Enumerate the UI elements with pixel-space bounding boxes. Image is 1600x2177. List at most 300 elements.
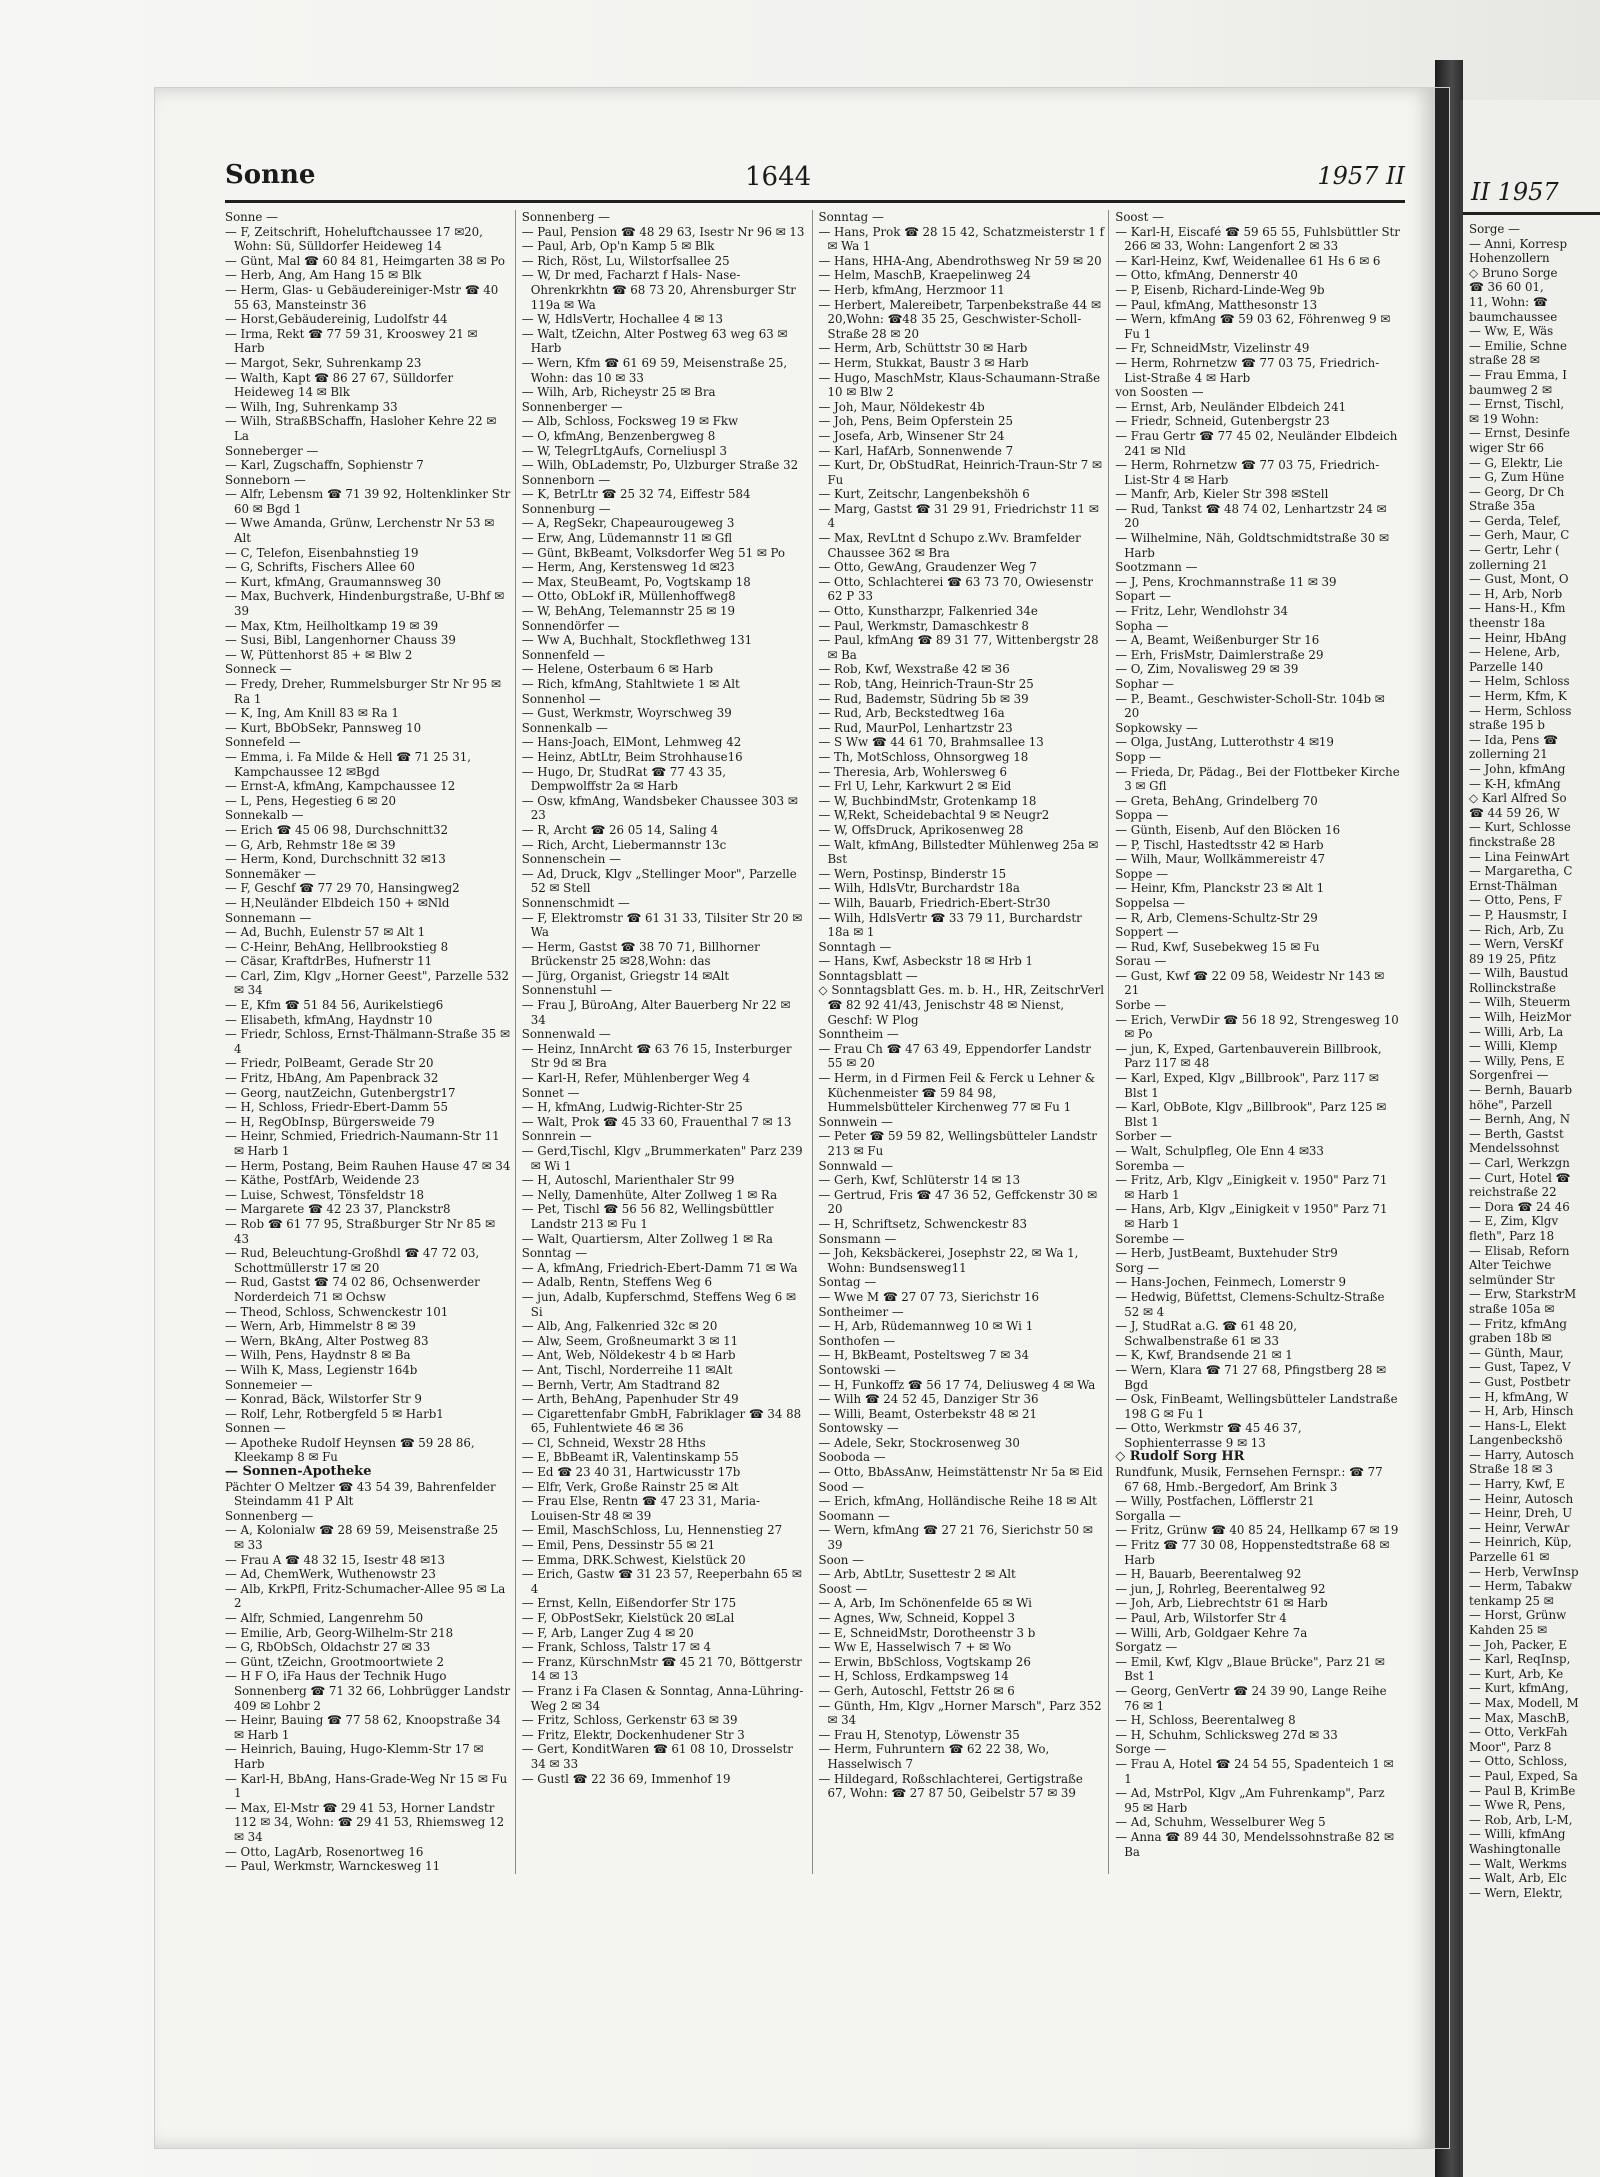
surname-heading: Sontag — xyxy=(818,1275,877,1290)
adjacent-entry: — Walt, Arb, Elc xyxy=(1469,1871,1567,1886)
directory-entry: — G, RbObSch, Oldachstr 27 ✉ 33 xyxy=(225,1640,431,1655)
surname-heading: Soremba — xyxy=(1115,1158,1185,1173)
surname-heading: Sonntagsblatt — xyxy=(818,968,918,983)
directory-entry: — Otto, Kunstharzpr, Falkenried 34e xyxy=(818,604,1038,619)
directory-entry: — Herm, Glas- u Gebäudereiniger-Mstr ☎ 40 55 63, Mansteinstr 36 xyxy=(225,282,499,312)
surname-heading: Sorge — xyxy=(1115,1742,1167,1757)
directory-entry: — Apotheke Rudolf Heynsen ☎ 59 28 86, Kleekamp 8 ✉ Fu xyxy=(225,1435,475,1465)
directory-entry: — Max, SteuBeamt, Po, Vogtskamp 18 xyxy=(521,574,751,589)
directory-entry: — Wilh, ObLademstr, Po, Ulzburger Straße 32 xyxy=(521,458,799,473)
adjacent-entry: — Ida, Pens ☎ xyxy=(1469,732,1558,747)
directory-entry: — Adele, Sekr, Stockrosenweg 30 xyxy=(818,1435,1020,1450)
adjacent-entry: — John, kfmAng xyxy=(1469,761,1566,776)
directory-entry: — Joh, Keksbäckerei, Josephstr 22, ✉ Wa 1, Wohn: Bundsensweg11 xyxy=(818,1246,1079,1275)
directory-entry: — G, Schrifts, Fischers Allee 60 xyxy=(225,560,415,575)
directory-entry: — Rob ☎ 61 77 95, Straßburger Str Nr 85 ✉ 43 xyxy=(225,1216,495,1246)
surname-heading: Sonnenfeld — xyxy=(521,647,605,662)
adjacent-entry: — Lina FeinwArt xyxy=(1469,849,1570,864)
directory-entry: — Willy, Postfachen, Löfflerstr 21 xyxy=(1115,1494,1315,1509)
adjacent-entry: — G, Zum Hüne xyxy=(1469,470,1565,485)
directory-entry: — Ad, ChemWerk, Wuthenowstr 23 xyxy=(225,1567,436,1582)
directory-entry: — Irma, Rekt ☎ 77 59 31, Krooswey 21 ✉ Harb xyxy=(225,326,478,356)
surname-heading: Sooboda — xyxy=(818,1450,886,1465)
directory-entry: — Ad, Druck, Klgv „Stellinger Moor", Parzelle 52 ✉ Stell xyxy=(521,866,797,896)
adjacent-entry: Washingtonalle xyxy=(1469,1841,1561,1856)
directory-entry: — Erich, VerwDir ☎ 56 18 92, Strengesweg 10 ✉ Po xyxy=(1115,1012,1399,1042)
directory-entry: — Max, Buchverk, Hindenburgstraße, U-Bhf ✉ 39 xyxy=(225,589,505,619)
directory-entry: — E, Kfm ☎ 51 84 56, Aurikelstieg6 xyxy=(225,998,444,1013)
adjacent-entry: straße 28 ✉ xyxy=(1469,353,1540,368)
adjacent-entry: — Wern, Elektr, xyxy=(1469,1885,1563,1900)
surname-heading: Sorgalla — xyxy=(1115,1508,1181,1523)
directory-page xyxy=(155,88,1449,2148)
directory-entry: — Karl, Zugschaffn, Sophienstr 7 xyxy=(225,458,424,473)
directory-entry: — Hugo, Dr, StudRat ☎ 77 43 35, Dempwolffstr 2a ✉ Harb xyxy=(521,764,727,794)
adjacent-entry: — Willi, Klemp xyxy=(1469,1039,1558,1054)
directory-entry: — H, Funkoffz ☎ 56 17 74, Deliusweg 4 ✉ Wa xyxy=(818,1377,1096,1392)
adjacent-entry: straße 105a ✉ xyxy=(1469,1301,1555,1316)
adjacent-entry: ◇ Bruno Sorge xyxy=(1469,265,1558,280)
directory-entry: — A, Beamt, Weißenburger Str 16 xyxy=(1115,633,1320,648)
directory-entry: — Ant, Tischl, Norderreihe 11 ✉Alt xyxy=(521,1362,733,1377)
surname-heading: Sonsmann — xyxy=(818,1231,897,1246)
surname-heading: Sophar — xyxy=(1115,677,1174,691)
directory-entry: — H, Schriftsetz, Schwenckestr 83 xyxy=(818,1216,1028,1231)
adjacent-entry: — Günth, Maur, xyxy=(1469,1345,1564,1360)
adjacent-entry: — Max, MaschB, xyxy=(1469,1710,1570,1725)
adjacent-entry: — Rob, Arb, L-M, xyxy=(1469,1812,1573,1827)
adjacent-entry: — Karl, ReqInsp, xyxy=(1469,1652,1571,1667)
directory-entry: — Marg, Gastst ☎ 31 29 91, Friedrichstr 11 ✉ 4 xyxy=(818,501,1099,531)
surname-heading: Sorber — xyxy=(1115,1129,1172,1144)
directory-entry: — Frl U, Lehr, Karkwurt 2 ✉ Eid xyxy=(818,779,1012,794)
directory-entry: — Otto, LagArb, Rosenortweg 16 xyxy=(225,1844,424,1859)
directory-entry: — Nelly, Damenhüte, Alter Zollweg 1 ✉ Ra xyxy=(521,1187,778,1202)
surname-heading: Sootzmann — xyxy=(1115,560,1198,575)
directory-entry: — Luise, Schwest, Tönsfeldstr 18 xyxy=(225,1187,424,1202)
directory-entry: — Elisabeth, kfmAng, Haydnstr 10 xyxy=(225,1012,433,1027)
directory-entry: — Friedr, Schloss, Ernst-Thälmann-Straße 35 ✉ 4 xyxy=(225,1027,510,1056)
directory-entry: — Emil, Pens, Dessinstr 55 ✉ 21 xyxy=(521,1538,716,1553)
surname-heading: Sopart — xyxy=(1115,589,1171,604)
adjacent-entry: — Harry, Autosch xyxy=(1469,1447,1574,1462)
directory-entry: — Kurt, Zeitschr, Langenbekshöh 6 xyxy=(818,487,1030,502)
directory-entry: — E, SchneidMstr, Dorotheenstr 3 b xyxy=(818,1625,1036,1640)
directory-entry: — Fritz, Lehr, Wendlohstr 34 xyxy=(1115,604,1289,619)
surname-heading: Sonneck — xyxy=(225,662,292,677)
adjacent-entry: höhe", Parzell xyxy=(1469,1097,1553,1112)
directory-entry: — Rud, Beleuchtung-Großhdl ☎ 47 72 03, Schottmüllerstr 17 ✉ 20 xyxy=(225,1246,480,1275)
adjacent-entry: Straße 35a xyxy=(1469,499,1536,514)
directory-entry: — Theresia, Arb, Wohlersweg 6 xyxy=(818,764,1008,779)
surname-heading: Sonnenborn — xyxy=(521,472,611,487)
directory-entry: — Max, RevLtnt d Schupo z.Wv. Bramfelder Chaussee 362 ✉ Bra xyxy=(818,531,1081,560)
surname-heading: Sontheimer — xyxy=(818,1304,904,1319)
surname-heading: Sonnemäker — xyxy=(225,866,316,881)
adjacent-entry: — Heinr, Dreh, U xyxy=(1469,1506,1573,1521)
directory-entry: — Wilh, HdlsVtr, Burchardstr 18a xyxy=(818,881,1020,896)
directory-entry: — Günt, tZeichn, Grootmoortwiete 2 xyxy=(225,1654,445,1669)
directory-entry: — Hans, Arb, Klgv „Einigkeit v 1950" Parz 71 ✉ Harb 1 xyxy=(1115,1202,1388,1231)
directory-entry: — Karl-H, Eiscafé ☎ 59 65 55, Fuhlsbüttler Str 266 ✉ 33, Wohn: Langenfort 2 ✉ 33 xyxy=(1115,224,1400,254)
adjacent-entry: — Hans-L, Elekt xyxy=(1469,1418,1567,1433)
directory-entry: — K, Ing, Am Knill 83 ✉ Ra 1 xyxy=(225,706,399,721)
directory-entry: — H, Schuhm, Schlicksweg 27d ✉ 33 xyxy=(1115,1727,1338,1742)
directory-entry: — Wern, Arb, Himmelstr 8 ✉ 39 xyxy=(225,1319,416,1334)
directory-entry: — C-Heinr, BehAng, Hellbrookstieg 8 xyxy=(225,939,449,954)
adjacent-entry: — Gust, Tapez, V xyxy=(1469,1360,1571,1375)
adjacent-entry: — Elisab, Reforn xyxy=(1469,1243,1570,1258)
directory-entry: — Ww A, Buchhalt, Stockflethweg 131 xyxy=(521,633,753,648)
surname-heading: Sonntagh — xyxy=(818,939,892,954)
directory-entry: — Alfr, Schmied, Langenrehm 50 xyxy=(225,1611,424,1625)
directory-entry: — Rich, Archt, Liebermannstr 13c xyxy=(521,837,727,852)
directory-entry: — Friedr, Schneid, Gutenbergstr 23 xyxy=(1115,414,1330,429)
directory-entry: — Rob, tAng, Heinrich-Traun-Str 25 xyxy=(818,677,1034,691)
directory-entry: — Kurt, BbObSekr, Pannsweg 10 xyxy=(225,720,422,735)
directory-entry: — Wilh, Pens, Haydnstr 8 ✉ Ba xyxy=(225,1348,411,1363)
adjacent-entry: ✉ 19 Wohn: xyxy=(1469,411,1539,426)
adjacent-entry: baumchaussee xyxy=(1469,309,1558,324)
directory-entry: — Paul, kfmAng, Matthesonstr 13 xyxy=(1115,297,1318,312)
directory-entry: — Erwin, BbSchloss, Vogtskamp 26 xyxy=(818,1654,1031,1669)
adjacent-entry: — Max, Modell, M xyxy=(1469,1695,1579,1710)
directory-entry: — Joh, Pens, Beim Opferstein 25 xyxy=(818,414,1013,429)
adjacent-entry: — Hans-H., Kfm xyxy=(1469,601,1566,616)
directory-entry: Pächter O Meltzer ☎ 43 54 39, Bahrenfelder Steindamm 41 P Alt xyxy=(225,1479,496,1509)
surname-heading: Sonnenschein — xyxy=(521,852,621,867)
directory-entry: — Otto, Schlachterei ☎ 63 73 70, Owiesenstr 62 P 33 xyxy=(818,574,1094,604)
directory-entry: — Walt, Schulpfleg, Ole Enn 4 ✉33 xyxy=(1115,1144,1324,1158)
directory-entry: — A, Kolonialw ☎ 28 69 59, Meisenstraße 25 ✉ 33 xyxy=(225,1523,499,1553)
directory-entry: — Walt, tZeichn, Alter Postweg 63 weg 63 ✉ Harb xyxy=(521,326,788,356)
directory-entry: — W, TelegrLtgAufs, Corneliuspl 3 xyxy=(521,443,728,458)
directory-entry: — Osw, kfmAng, Wandsbeker Chaussee 303 ✉ 23 xyxy=(521,793,798,823)
directory-entry: — Gerh, Kwf, Schlüterstr 14 ✉ 13 xyxy=(818,1173,1021,1188)
directory-entry: — Emma, i. Fa Milde & Hell ☎ 71 25 31, Kampchaussee 12 ✉Bgd xyxy=(225,749,471,779)
directory-entry: — Ed ☎ 23 40 31, Hartwicusstr 17b xyxy=(521,1465,741,1480)
directory-entry: — A, Arb, Im Schönenfelde 65 ✉ Wi xyxy=(818,1596,1032,1611)
directory-entry: — Margot, Sekr, Suhrenkamp 23 xyxy=(225,355,422,370)
directory-entry: — R, Archt ☎ 26 05 14, Saling 4 xyxy=(521,822,719,837)
directory-entry: — Hans-Joach, ElMont, Lehmweg 42 xyxy=(521,735,742,750)
adjacent-entry: Ernst-Thälman xyxy=(1469,878,1558,893)
running-head: Sonne xyxy=(225,160,316,190)
directory-entry: — H, Schloss, Beerentalweg 8 xyxy=(1115,1713,1296,1728)
directory-entry: — Frau A ☎ 48 32 15, Isestr 48 ✉13 xyxy=(225,1552,446,1567)
directory-entry: — Paul, Pension ☎ 48 29 63, Isestr Nr 96 ✉ 13 xyxy=(521,224,805,239)
directory-entry: — Carl, Zim, Klgv „Horner Geest", Parzelle 532 ✉ 34 xyxy=(225,968,510,998)
directory-entry: — Heinz, AbtLtr, Beim Strohhause16 xyxy=(521,749,743,764)
adjacent-entry: — Paul, Exped, Sa xyxy=(1469,1768,1578,1783)
adjacent-entry: graben 18b ✉ xyxy=(1469,1331,1552,1346)
directory-entry: ◇ Sonntagsblatt Ges. m. b. H., HR, ZeitschrVerl ☎ 82 92 41/43, Jenischstr 48 ✉ Nienst, Geschf: W Plog xyxy=(818,983,1104,1027)
surname-heading: Sorg — xyxy=(1115,1260,1160,1275)
adjacent-entry: zollerning 21 xyxy=(1469,747,1548,762)
surname-heading: Sonnendörfer — xyxy=(521,618,620,633)
directory-entry: — O, Zim, Novalisweg 29 ✉ 39 xyxy=(1115,662,1299,677)
directory-entry: — Joh, Maur, Nöldekestr 4b xyxy=(818,399,985,414)
adjacent-entry: — Heinrich, Küp, xyxy=(1469,1535,1572,1550)
surname-heading: Sonnemeier — xyxy=(225,1377,313,1392)
surname-heading: Sonnemann — xyxy=(225,910,312,925)
directory-entry: — Paul, Werkmstr, Damaschkestr 8 xyxy=(818,618,1029,633)
directory-entry: — Heinr, Kfm, Planckstr 23 ✉ Alt 1 xyxy=(1115,881,1325,896)
directory-entry: — P, Eisenb, Richard-Linde-Weg 9b xyxy=(1115,282,1325,297)
directory-entry: — Margarete ☎ 42 23 37, Planckstr8 xyxy=(225,1202,451,1217)
directory-entry: — Helm, MaschB, Kraepelinweg 24 xyxy=(818,268,1031,283)
surname-heading: Sonnefeld — xyxy=(225,735,301,750)
adjacent-entry: finckstraße 28 xyxy=(1469,834,1556,849)
column-3 xyxy=(819,210,1110,1874)
adjacent-entry: — Helene, Arb, xyxy=(1469,645,1561,660)
directory-entry: — G, Arb, Rehmstr 18e ✉ 39 xyxy=(225,837,396,852)
directory-entry: — F, Zeitschrift, Hoheluftchaussee 17 ✉20, Wohn: Sü, Sülldorfer Heideweg 14 xyxy=(225,224,483,254)
adjacent-entry: Sorge — xyxy=(1469,222,1520,236)
directory-entry: — Karl, HafArb, Sonnenwende 7 xyxy=(818,443,1014,458)
adjacent-entry: — Anni, Korresp xyxy=(1469,236,1567,251)
directory-entry: — H, Bauarb, Beerentalweg 92 xyxy=(1115,1567,1302,1582)
directory-entry: — Herm, Rohrnetzw ☎ 77 03 75, Friedrich-List-Straße 4 ✉ Harb xyxy=(1115,355,1380,385)
directory-entry: — Olga, JustAng, Lutterothstr 4 ✉19 xyxy=(1115,735,1334,750)
surname-heading: Sonne — xyxy=(225,210,278,224)
directory-entry: — Günth, Eisenb, Auf den Blöcken 16 xyxy=(1115,822,1341,837)
directory-entry: — Rud, Tankst ☎ 48 74 02, Lenhartzstr 24 ✉ 20 xyxy=(1115,501,1387,531)
directory-entry: — Otto, ObLokf iR, Müllenhoffweg8 xyxy=(521,589,736,604)
adjacent-entry: 11, Wohn: ☎ xyxy=(1469,294,1548,309)
adjacent-entry: — Heinr, VerwAr xyxy=(1469,1520,1570,1535)
surname-heading: Sontowsky — xyxy=(818,1421,899,1436)
directory-entry: — Hildegard, Roßschlachterei, Gertigstraße 67, Wohn: ☎ 27 87 50, Geibelstr 57 ✉ 39 xyxy=(818,1771,1083,1801)
directory-entry: — H, Arb, Rüdemannweg 10 ✉ Wi 1 xyxy=(818,1319,1034,1334)
directory-entry: Rundfunk, Musik, Fernsehen Fernspr.: ☎ 77 67 68, Hmb.-Bergedorf, Am Brink 3 xyxy=(1115,1465,1383,1494)
directory-entry: — Gerd,Tischl, Klgv „Brummerkaten" Parz 239 ✉ Wi 1 xyxy=(521,1144,803,1173)
directory-entry: — Käthe, PostfArb, Weidende 23 xyxy=(225,1173,420,1188)
surname-heading: Soppelsa — xyxy=(1115,895,1185,910)
adjacent-entry: — Curt, Hotel ☎ xyxy=(1469,1170,1571,1185)
adjacent-entry: wiger Str 66 xyxy=(1469,440,1545,455)
directory-entry: — Walt, Prok ☎ 45 33 60, Frauenthal 7 ✉ 13 xyxy=(521,1114,792,1129)
directory-entry: — S Ww ☎ 44 61 70, Brahmsallee 13 xyxy=(818,735,1044,750)
adjacent-entry: — Ernst, Desinfe xyxy=(1469,426,1570,441)
directory-entry: — Wilh, HdlsVertr ☎ 33 79 11, Burchardstr 18a ✉ 1 xyxy=(818,910,1082,940)
adjacent-entry: — Herm, Schloss xyxy=(1469,703,1572,718)
directory-entry: — Emil, Kwf, Klgv „Blaue Brücke", Parz 21 ✉ Bst 1 xyxy=(1115,1654,1385,1684)
adjacent-entry: — G, Elektr, Lie xyxy=(1469,455,1563,470)
adjacent-entry: — Wilh, HeizMor xyxy=(1469,1010,1572,1025)
surname-heading: Sonnenberger — xyxy=(521,399,623,414)
directory-entry: — Horst,Gebäudereinig, Ludolfstr 44 xyxy=(225,312,448,327)
directory-entry: — Ernst-A, kfmAng, Kampchaussee 12 xyxy=(225,779,456,794)
directory-entry: — Cigarettenfabr GmbH, Fabriklager ☎ 34 88 65, Fuhlentwiete 46 ✉ 36 xyxy=(521,1406,802,1436)
adjacent-entry: — Berth, Gastst xyxy=(1469,1126,1564,1141)
adjacent-entry: Moor", Parz 8 xyxy=(1469,1739,1552,1754)
adjacent-entry: tenkamp 25 ✉ xyxy=(1469,1593,1554,1608)
directory-entry: — Hans, Prok ☎ 28 15 42, Schatzmeisterstr 1 f ✉ Wa 1 xyxy=(818,224,1105,254)
year-volume: 1957 II xyxy=(1317,162,1405,190)
directory-entry: — H, BkBeamt, Posteltsweg 7 ✉ 34 xyxy=(818,1348,1029,1363)
directory-entry: — Herb, Ang, Am Hang 15 ✉ Blk xyxy=(225,268,422,283)
surname-heading: Sopp — xyxy=(1115,749,1162,764)
directory-entry: — W,Rekt, Scheidebachtal 9 ✉ Neugr2 xyxy=(818,808,1050,823)
surname-heading: von Soosten — xyxy=(1115,385,1204,400)
directory-entry: — W, Dr med, Facharzt f Hals- Nase- Ohrenkrkhtn ☎ 68 73 20, Ahrensburger Str 119a ✉ Wa xyxy=(521,268,796,312)
directory-entry: — P, Tischl, Hastedtsstr 42 ✉ Harb xyxy=(1115,837,1324,852)
directory-entry: — Max, El-Mstr ☎ 29 41 53, Horner Landstr 112 ✉ 34, Wohn: ☎ 29 41 53, Rhiemsweg 12 ✉ 34 xyxy=(225,1800,505,1844)
directory-entry: — Frau Else, Rentn ☎ 47 23 31, Maria-Louisen-Str 48 ✉ 39 xyxy=(521,1494,760,1523)
directory-entry: — Ad, Schuhm, Wesselburer Weg 5 xyxy=(1115,1815,1326,1830)
directory-entry: — jun, K, Exped, Gartenbauverein Billbrook, Parz 117 ✉ 48 xyxy=(1115,1041,1382,1071)
directory-entry: — Hans, Kwf, Asbeckstr 18 ✉ Hrb 1 xyxy=(818,954,1034,969)
directory-entry: — Walt, Quartiersm, Alter Zollweg 1 ✉ Ra xyxy=(521,1231,773,1246)
directory-entry: — Ww E, Hasselwisch 7 + ✉ Wo xyxy=(818,1640,1012,1655)
directory-entry: — Willi, Beamt, Osterbekstr 48 ✉ 21 xyxy=(818,1406,1038,1421)
directory-entry: — Karl, Exped, Klgv „Billbrook", Parz 117 ✉ Blst 1 xyxy=(1115,1071,1379,1100)
adjacent-entry: — Gust, Mont, O xyxy=(1469,572,1569,587)
adjacent-entry: — E, Zim, Klgv xyxy=(1469,1214,1559,1229)
directory-entry: — Wern, kfmAng ☎ 59 03 62, Föhrenweg 9 ✉ Fu 1 xyxy=(1115,312,1391,341)
directory-entry: — Herbert, Malereibetr, Tarpenbekstraße 44 ✉ 20,Wohn: ☎48 35 25, Geschwister-Scholl-Straße 28 ✉ 20 xyxy=(818,297,1101,341)
adjacent-entry: — Kurt, Schlosse xyxy=(1469,820,1571,835)
adjacent-entry: — Dora ☎ 24 46 xyxy=(1469,1199,1570,1214)
adjacent-entry: — Frau Emma, I xyxy=(1469,367,1567,382)
adjacent-entry: — Otto, Pens, F xyxy=(1469,893,1563,908)
directory-entry: — Hans, HHA-Ang, Abendrothsweg Nr 59 ✉ 20 xyxy=(818,253,1102,268)
adjacent-entry: Parzelle 61 ✉ xyxy=(1469,1550,1550,1565)
directory-entry: — Emma, DRK.Schwest, Kielstück 20 xyxy=(521,1552,746,1567)
directory-entry: — Gustl ☎ 22 36 69, Immenhof 19 xyxy=(521,1771,731,1786)
adjacent-entry: — Emilie, Schne xyxy=(1469,338,1568,353)
directory-entry: — Wern, Postinsp, Binderstr 15 xyxy=(818,866,1007,881)
directory-entry: — J, StudRat a.G. ☎ 61 48 20, Schwalbenstraße 61 ✉ 33 xyxy=(1115,1319,1297,1348)
surname-heading: Sonneborn — xyxy=(225,472,306,487)
surname-heading: Sonnenhol — xyxy=(521,691,601,706)
surname-heading: Sonnenwald — xyxy=(521,1027,611,1042)
directory-entry: — Helene, Osterbaum 6 ✉ Harb xyxy=(521,662,714,677)
directory-entry: — Herm, Kond, Durchschnitt 32 ✉13 xyxy=(225,852,446,867)
directory-entry: — A, RegSekr, Chapeaurougeweg 3 xyxy=(521,516,735,531)
surname-heading: Sonnenschmidt — xyxy=(521,895,630,910)
directory-entry: — Frieda, Dr, Pädag., Bei der Flottbeker Kirche 3 ✉ Gfl xyxy=(1115,764,1400,794)
directory-entry: — Manfr, Arb, Kieler Str 398 ✉Stell xyxy=(1115,487,1329,502)
directory-entry: — F, Geschf ☎ 77 29 70, Hansingweg2 xyxy=(225,881,460,896)
directory-entry: — K, Kwf, Brandsende 21 ✉ 1 xyxy=(1115,1348,1293,1363)
directory-entry: — Cl, Schneid, Wexstr 28 Hths xyxy=(521,1435,706,1450)
adjacent-entry: Straße 18 ✉ 3 xyxy=(1469,1462,1554,1477)
adjacent-entry: — Wwe R, Pens, xyxy=(1469,1798,1566,1813)
directory-entry: — Bernh, Vertr, Am Stadtrand 82 xyxy=(521,1377,721,1392)
directory-entry: — F, Arb, Langer Zug 4 ✉ 20 xyxy=(521,1625,694,1640)
adjacent-entry: — Harry, Kwf, E xyxy=(1469,1477,1565,1492)
adjacent-entry: — Gust, Postbetr xyxy=(1469,1374,1571,1389)
directory-entry: — Hugo, MaschMstr, Klaus-Schaumann-Straße 10 ✉ Blw 2 xyxy=(818,370,1101,400)
directory-entry: — Walt, kfmAng, Billstedter Mühlenweg 25a ✉ Bst xyxy=(818,837,1099,867)
adjacent-entry: — Kurt, kfmAng, xyxy=(1469,1681,1569,1696)
directory-entry: — Elfr, Verk, Große Rainstr 25 ✉ Alt xyxy=(521,1479,739,1494)
directory-entry: — Fredy, Dreher, Rummelsburger Str Nr 95 ✉ Ra 1 xyxy=(225,677,501,706)
surname-heading: Soppe — xyxy=(1115,866,1169,881)
adjacent-entry: — Margaretha, C xyxy=(1469,864,1573,879)
directory-entry: — Paul, Arb, Op'n Kamp 5 ✉ Blk xyxy=(521,239,715,254)
directory-entry: — Gerh, Autoschl, Fettstr 26 ✉ 6 xyxy=(818,1683,1015,1698)
directory-entry: — Herm, in d Firmen Feil & Ferck u Lehner & Küchenmeister ☎ 59 84 98, Hummelsbütteler Kirchenweg 77 ✉ Fu 1 xyxy=(818,1071,1096,1115)
directory-entry: — jun, Adalb, Kupferschmd, Steffens Weg 6 ✉ Si xyxy=(521,1289,796,1319)
directory-entry: — R, Arb, Clemens-Schultz-Str 29 xyxy=(1115,910,1318,925)
directory-entry: — Rich, Röst, Lu, Wilstorfsallee 25 xyxy=(521,253,730,268)
directory-entry: — Fr, SchneidMstr, Vizelinstr 49 xyxy=(1115,341,1310,356)
directory-entry: — Wilh, Maur, Wollkämmereistr 47 xyxy=(1115,852,1326,867)
directory-entry: — Willi, Arb, Goldgaer Kehre 7a xyxy=(1115,1625,1308,1640)
adjacent-entry: — K-H, kfmAng xyxy=(1469,776,1561,791)
adjacent-entry: — Herb, VerwInsp xyxy=(1469,1564,1579,1579)
adjacent-entry: — Herm, Kfm, K xyxy=(1469,689,1567,703)
adjacent-entry: — Wilh, Baustud xyxy=(1469,966,1569,981)
directory-entry: — Heinr, Bauing ☎ 77 58 62, Knoopstraße 34 ✉ Harb 1 xyxy=(225,1713,501,1742)
directory-entry: — Karl, ObBote, Klgv „Billbrook", Parz 125 ✉ Blst 1 xyxy=(1115,1100,1387,1129)
directory-entry: — Wilh, Bauarb, Friedrich-Ebert-Str30 xyxy=(818,895,1051,910)
directory-entry: — Sonnen-Apotheke xyxy=(225,1464,372,1480)
adjacent-entry: — Joh, Packer, E xyxy=(1469,1637,1568,1652)
directory-entry: — Frau Gertr ☎ 77 45 02, Neuländer Elbdeich 241 ✉ Nld xyxy=(1115,428,1398,458)
directory-entry: — K, BetrLtr ☎ 25 32 74, Eiffestr 584 xyxy=(521,487,751,502)
surname-heading: Soomann — xyxy=(818,1508,890,1523)
directory-entry: — Wilh K, Mass, Legienstr 164b xyxy=(225,1362,418,1377)
directory-entry: — Wilh, Ing, Suhrenkamp 33 xyxy=(225,399,398,414)
page-header xyxy=(225,160,1405,203)
adjacent-entry: — Gerh, Maur, C xyxy=(1469,528,1570,543)
directory-entry: — Frau A, Hotel ☎ 24 54 55, Spadenteich 1 ✉ 1 xyxy=(1115,1756,1394,1786)
directory-entry: — Fritz, HbAng, Am Papenbrack 32 xyxy=(225,1071,439,1086)
directory-entry: — Rud, Bademstr, Südring 5b ✉ 39 xyxy=(818,691,1029,706)
directory-entry: — Karl-H, Refer, Mühlenberger Weg 4 xyxy=(521,1071,751,1086)
adjacent-entry: — Willi, Arb, La xyxy=(1469,1024,1564,1039)
directory-entry: — Emil, MaschSchloss, Lu, Hennenstieg 27 xyxy=(521,1523,783,1538)
directory-entry: — Rud, Arb, Beckstedtweg 16a xyxy=(818,706,1005,721)
adjacent-entry: — Carl, Werkzgn xyxy=(1469,1156,1570,1170)
directory-entry: — Fritz, Arb, Klgv „Einigkeit v. 1950" Parz 71 ✉ Harb 1 xyxy=(1115,1173,1388,1202)
adjacent-entry: ☎ 36 60 01, xyxy=(1469,280,1544,295)
surname-heading: Sonnenberg — xyxy=(521,210,610,224)
directory-entry: — Wern, Kfm ☎ 61 69 59, Meisenstraße 25, Wohn: das 10 ✉ 33 xyxy=(521,355,788,385)
adjacent-entry: — Wern, VersKf xyxy=(1469,937,1563,952)
directory-entry: — Kurt, kfmAng, Graumannsweg 30 xyxy=(225,574,442,589)
directory-entry: — Heinr, Schmied, Friedrich-Naumann-Str 11 ✉ Harb 1 xyxy=(225,1129,500,1158)
directory-entry: — Georg, nautZeichn, Gutenbergstr17 xyxy=(225,1085,456,1100)
directory-entry: — Frank, Schloss, Talstr 17 ✉ 4 xyxy=(521,1640,712,1655)
directory-entry: — Wern, kfmAng ☎ 27 21 76, Sierichstr 50 ✉ 39 xyxy=(818,1523,1093,1553)
adjacent-entry: Hohenzollern xyxy=(1469,251,1550,266)
surname-heading: Sonntag — xyxy=(818,210,884,224)
directory-entry: — Herm, Fuhruntern ☎ 62 22 38, Wo, Hasselwisch 7 xyxy=(818,1742,1050,1771)
adjacent-entry: Langenbeckshö xyxy=(1469,1433,1563,1448)
column-1 xyxy=(225,210,516,1874)
adjacent-entry: reichstraße 22 xyxy=(1469,1185,1557,1200)
column-2 xyxy=(522,210,813,1874)
directory-entry: — Adalb, Rentn, Steffens Weg 6 xyxy=(521,1275,713,1290)
surname-heading: Sopha — xyxy=(1115,618,1169,633)
adjacent-entry: — Erw, StarkstrM xyxy=(1469,1287,1577,1302)
adjacent-entry: fleth", Parz 18 xyxy=(1469,1228,1555,1243)
adjacent-entry: — Fritz, kfmAng xyxy=(1469,1316,1567,1331)
directory-entry: — Frau J, BüroAng, Alter Bauerberg Nr 22 ✉ 34 xyxy=(521,998,791,1027)
adjacent-entry: — Bernh, Ang, N xyxy=(1469,1112,1571,1127)
directory-entry: — Alb, KrkPfl, Fritz-Schumacher-Allee 95 ✉ La 2 xyxy=(225,1581,506,1611)
surname-heading: Sonnet — xyxy=(521,1085,580,1100)
directory-entry: — Herb, kfmAng, Herzmoor 11 xyxy=(818,282,1005,297)
directory-entry: — F, ObPostSekr, Kielstück 20 ✉Lal xyxy=(521,1611,735,1625)
directory-entry: — Alw, Seem, Großneumarkt 3 ✉ 11 xyxy=(521,1333,739,1348)
directory-entry: — jun, J, Rohrleg, Beerentalweg 92 xyxy=(1115,1581,1326,1596)
